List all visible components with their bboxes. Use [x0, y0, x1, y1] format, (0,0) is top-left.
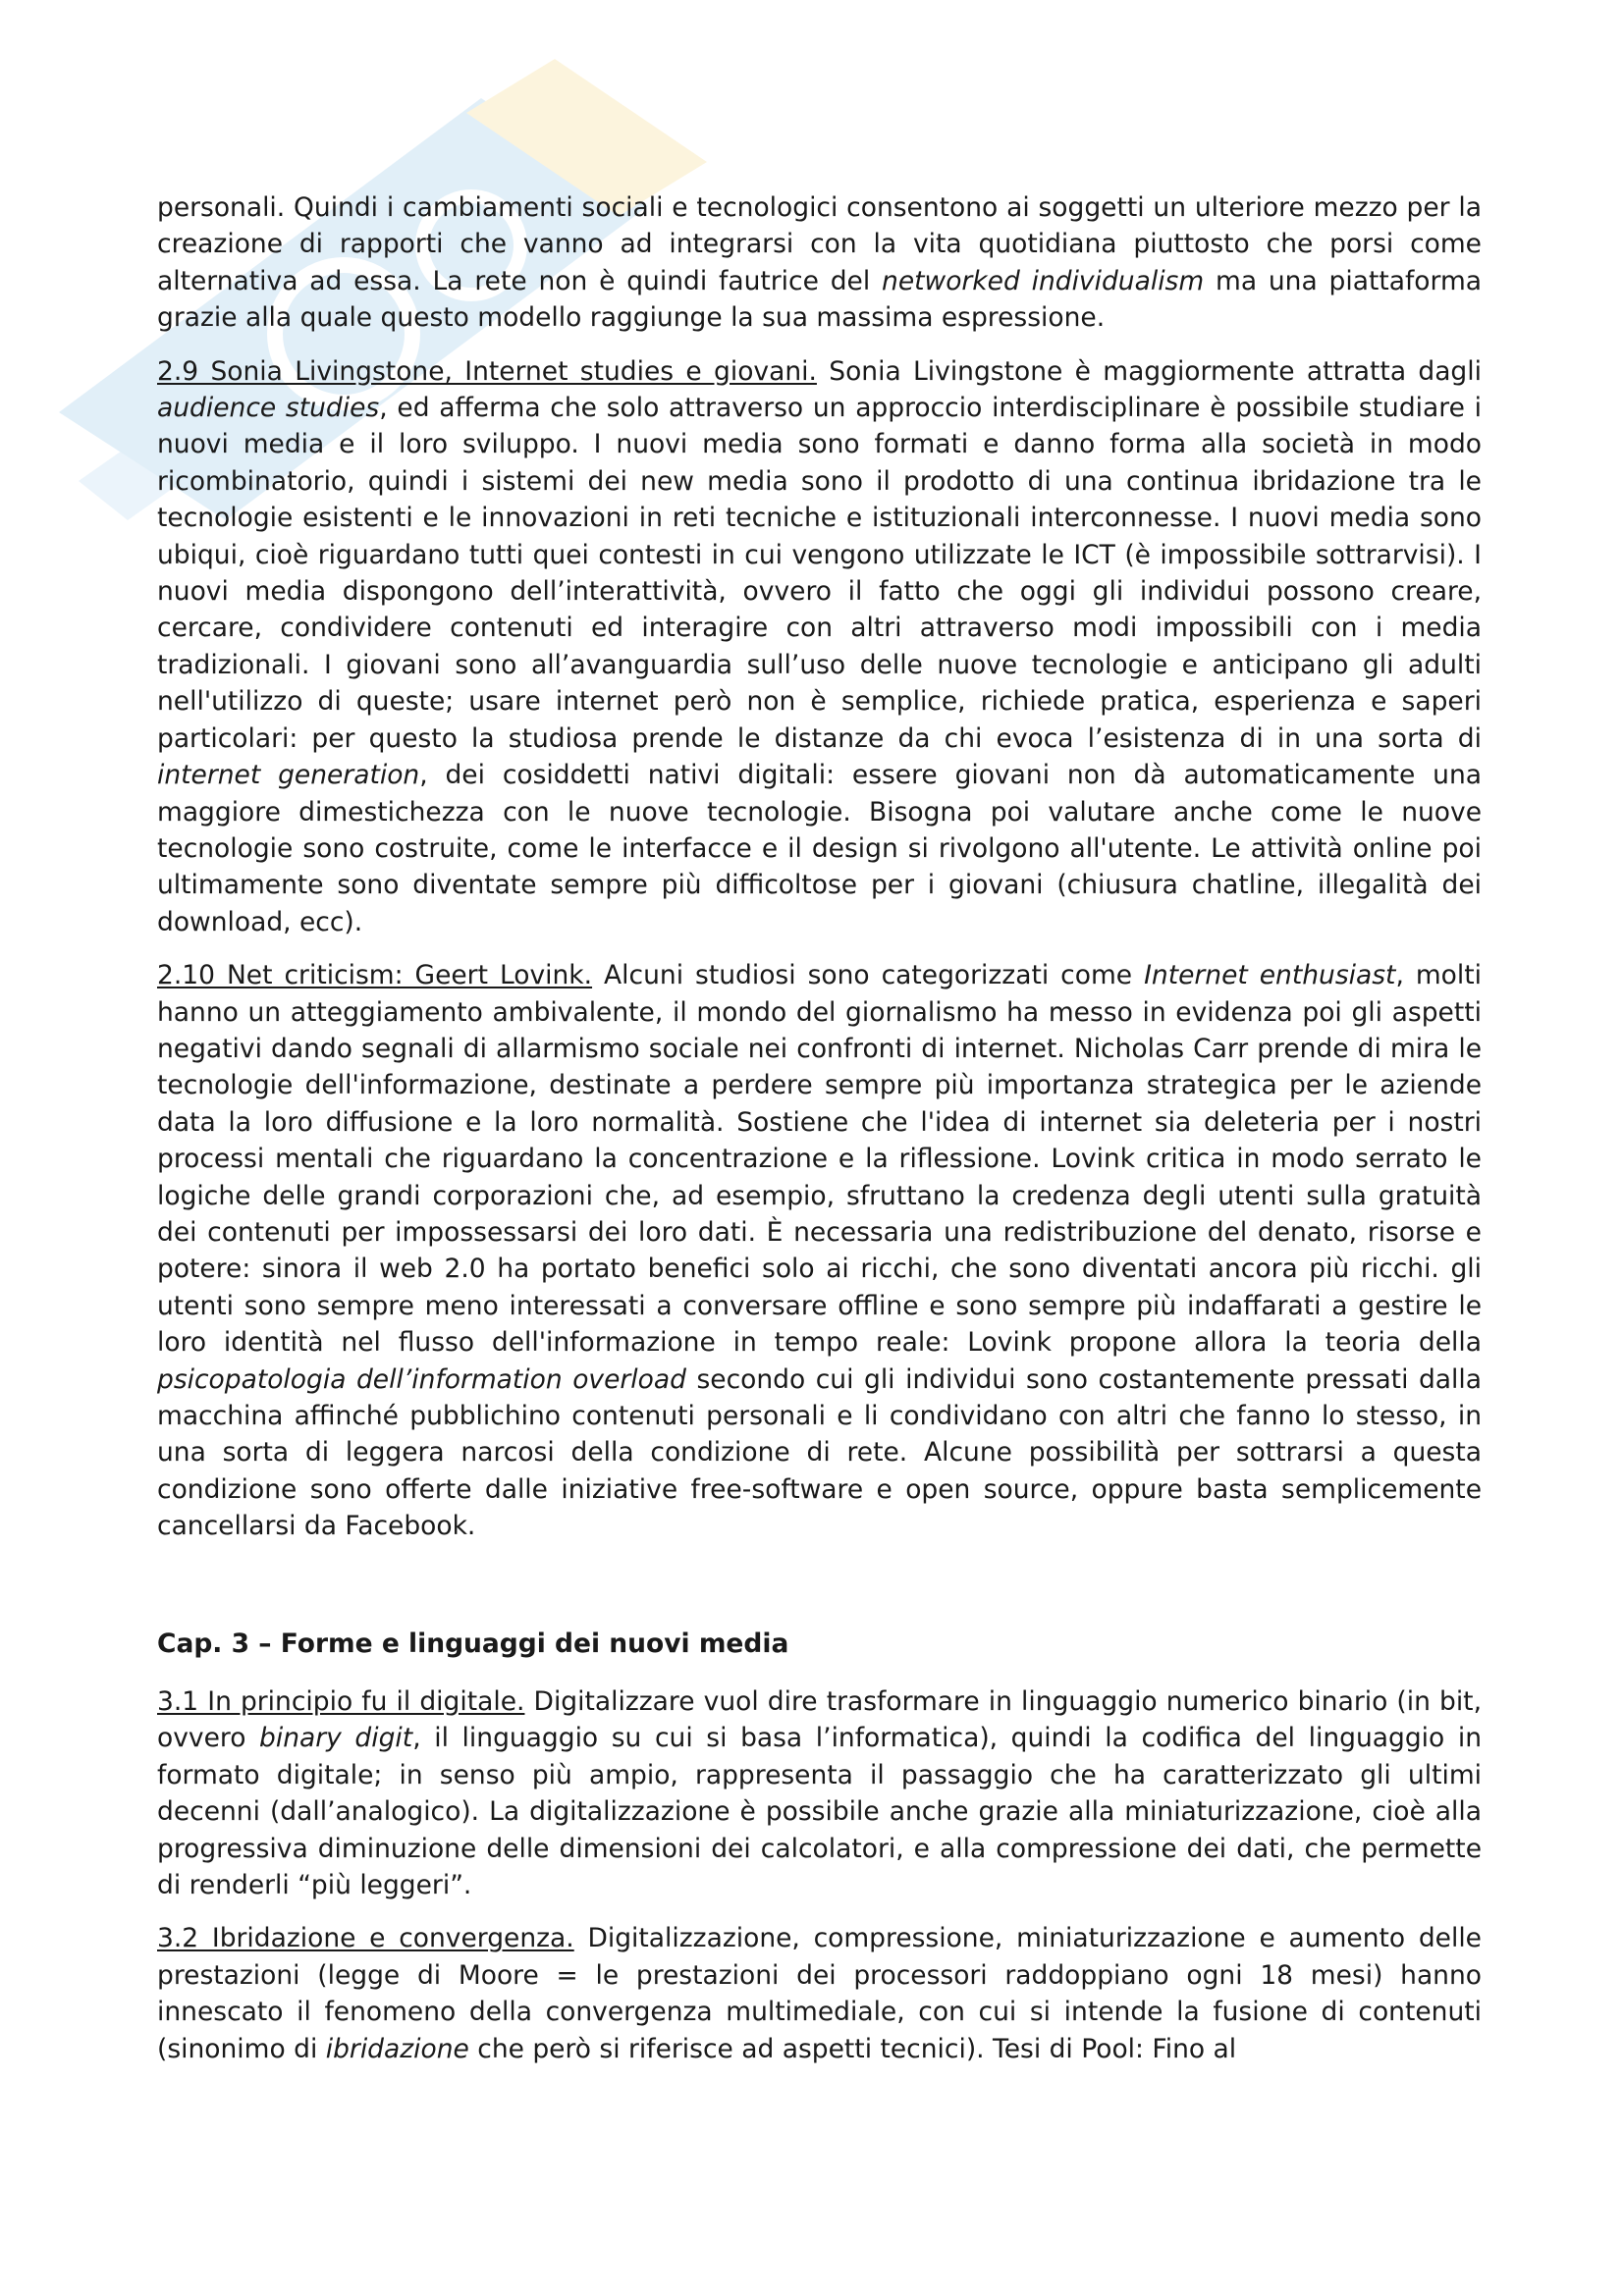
section-2-10-title: 2.10 Net criticism: Geert Lovink.: [157, 960, 593, 991]
section-3-2-text-1: Digitalizzazione, compressione, miniaturizzazione e aumento delle prestazioni (legge di Moore = le prestazioni dei processori raddoppiano ogni 18 mesi) hanno innescato il fenomeno della convergenza multimediale, con cui si intende la fusione di contenuti (sinonimo di: [157, 1923, 1482, 2064]
paragraph-intro: [157, 189, 1482, 337]
section-2-9-title: 2.9 Sonia Livingstone, Internet studies e giovani.: [157, 355, 817, 387]
section-2-9: [157, 353, 1482, 941]
section-2-10: [157, 957, 1482, 1545]
section-2-10-text-2: , molti hanno un atteggiamento ambivalente, il mondo del giornalismo ha messo in evidenza poi gli aspetti negativi dando segnali di allarmismo sociale nei confronti di internet. Nicholas Carr prende di mira le tecnologie dell'informazione, destinate a perdere sempre più importanza strategica per le aziende data la loro diffusione e la loro normalità. Sostiene che l'idea di internet sia deleteria per i nostri processi mentali che riguardano la concentrazione e la riflessione. Lovink critica in modo serrato le logiche delle grandi corporazioni che, ad esempio, sfruttano la credenza degli utenti sulla gratuità dei contenuti per impossessarsi dei loro dati. È necessaria una redistribuzione del denato, risorse e potere: sinora il web 2.0 ha portato benefici solo ai ricchi, che sono diventati ancora più ricchi. gli utenti sono sempre meno interessati a conversare offline e sono sempre più indaffarati a gestire le loro identità nel flusso dell'informazione in tempo reale: Lovink propone allora la teoria della: [157, 960, 1482, 1359]
section-2-10-italic-2: psicopatologia dell’information overload: [157, 1363, 686, 1395]
section-3-1: [157, 1683, 1482, 1903]
section-2-9-text-2: , ed afferma che solo attraverso un approccio interdisciplinare è possibile studiare i nuovi media e il loro sviluppo. I nuovi media sono formati e danno forma alla società in modo ricombinatorio, quindi i sistemi dei new media sono il prodotto di una continua ibridazione tra le tecnologie esistenti e le innovazioni in reti tecniche e istituzionali interconnesse. I nuovi media sono ubiqui, cioè riguardano tutti quei contesti in cui vengono utilizzate le ICT (è impossibile sottrarvisi). I nuovi media dispongono dell’interattività, ovvero il fatto che oggi gli individui possono creare, cercare, condividere contenuti ed interagire con altri attraverso modi impossibili con i media tradizionali. I giovani sono all’avanguardia sull’uso delle nuove tecnologie e anticipano gli adulti nell'utilizzo di queste; usare internet però non è semplice, richiede pratica, esperienza e saperi particolari: per questo la studiosa prende le distanze da chi evoca l’esistenza di in una sorta di: [157, 393, 1483, 754]
chapter-3-title: Cap. 3 – Forme e linguaggi dei nuovi media: [157, 1628, 789, 1659]
intro-text-1: personali. Quindi i cambiamenti sociali e tecnologici consentono ai soggetti un ulteriore mezzo per la creazione di rapporti che vanno ad integrarsi con la vita quotidiana piuttosto che porsi come alternativa ad essa. La rete non è quindi fautrice del: [157, 192, 1482, 296]
section-2-9-text-3: , dei cosiddetti nativi digitali: essere giovani non dà automaticamente una maggiore dimestichezza con le nuove tecnologie. Bisogna poi valutare anche come le nuove tecnologie sono costruite, come le interfacce e il design si rivolgono all'utente. Le attività online poi ultimamente sono diventate sempre più difficoltose per i giovani (chiusura chatline, illegalità dei download, ecc).: [157, 760, 1483, 937]
section-3-1-text-2: , il linguaggio su cui si basa l’informatica), quindi la codifica del linguaggio in formato digitale; in senso più ampio, rappresenta il passaggio che ha caratterizzato gli ultimi decenni (dall’analogico). La digitalizzazione è possibile anche grazie alla miniaturizzazione, cioè alla progressiva diminuzione delle dimensioni dei calcolatori, e alla compressione dei dati, che permette di renderli “più leggeri”.: [157, 1723, 1482, 1901]
section-3-2-text-2: che però si riferisce ad aspetti tecnici). Tesi di Pool: Fino al: [468, 2033, 1237, 2064]
section-3-2: [157, 1920, 1482, 2067]
document-page: [157, 189, 1482, 2084]
section-2-10-text-1: Alcuni studiosi sono categorizzati come: [592, 960, 1145, 991]
section-2-10-text-3: secondo cui gli individui sono costantemente pressati dalla macchina affinché pubblichino contenuti personali e li condividano con altri che fanno lo stesso, in una sorta di leggera narcosi della condizione di rete. Alcune possibilità per sottrarsi a questa condizione sono offerte dalle iniziative free-software e open source, oppure basta semplicemente cancellarsi da Facebook.: [157, 1363, 1483, 1542]
section-2-9-italic-2: internet generation: [157, 760, 420, 791]
section-3-1-italic-1: binary digit: [259, 1723, 413, 1754]
section-2-9-italic-1: audience studies: [157, 393, 380, 424]
section-2-9-text-1: Sonia Livingstone è maggiormente attratta dagli: [816, 355, 1482, 387]
intro-italic-1: networked individualism: [882, 265, 1205, 296]
section-3-2-italic-1: ibridazione: [325, 2033, 469, 2064]
section-2-10-italic-1: Internet enthusiast: [1144, 960, 1396, 991]
section-3-2-title: 3.2 Ibridazione e convergenza.: [157, 1923, 574, 1954]
section-3-1-text-1: Digitalizzare vuol dire trasformare in linguaggio numerico binario (in bit, ovvero: [157, 1686, 1482, 1754]
intro-text-2: ma una piattaforma grazie alla quale questo modello raggiunge la sua massima espressione.: [157, 265, 1482, 334]
section-3-1-title: 3.1 In principio fu il digitale.: [157, 1686, 525, 1718]
